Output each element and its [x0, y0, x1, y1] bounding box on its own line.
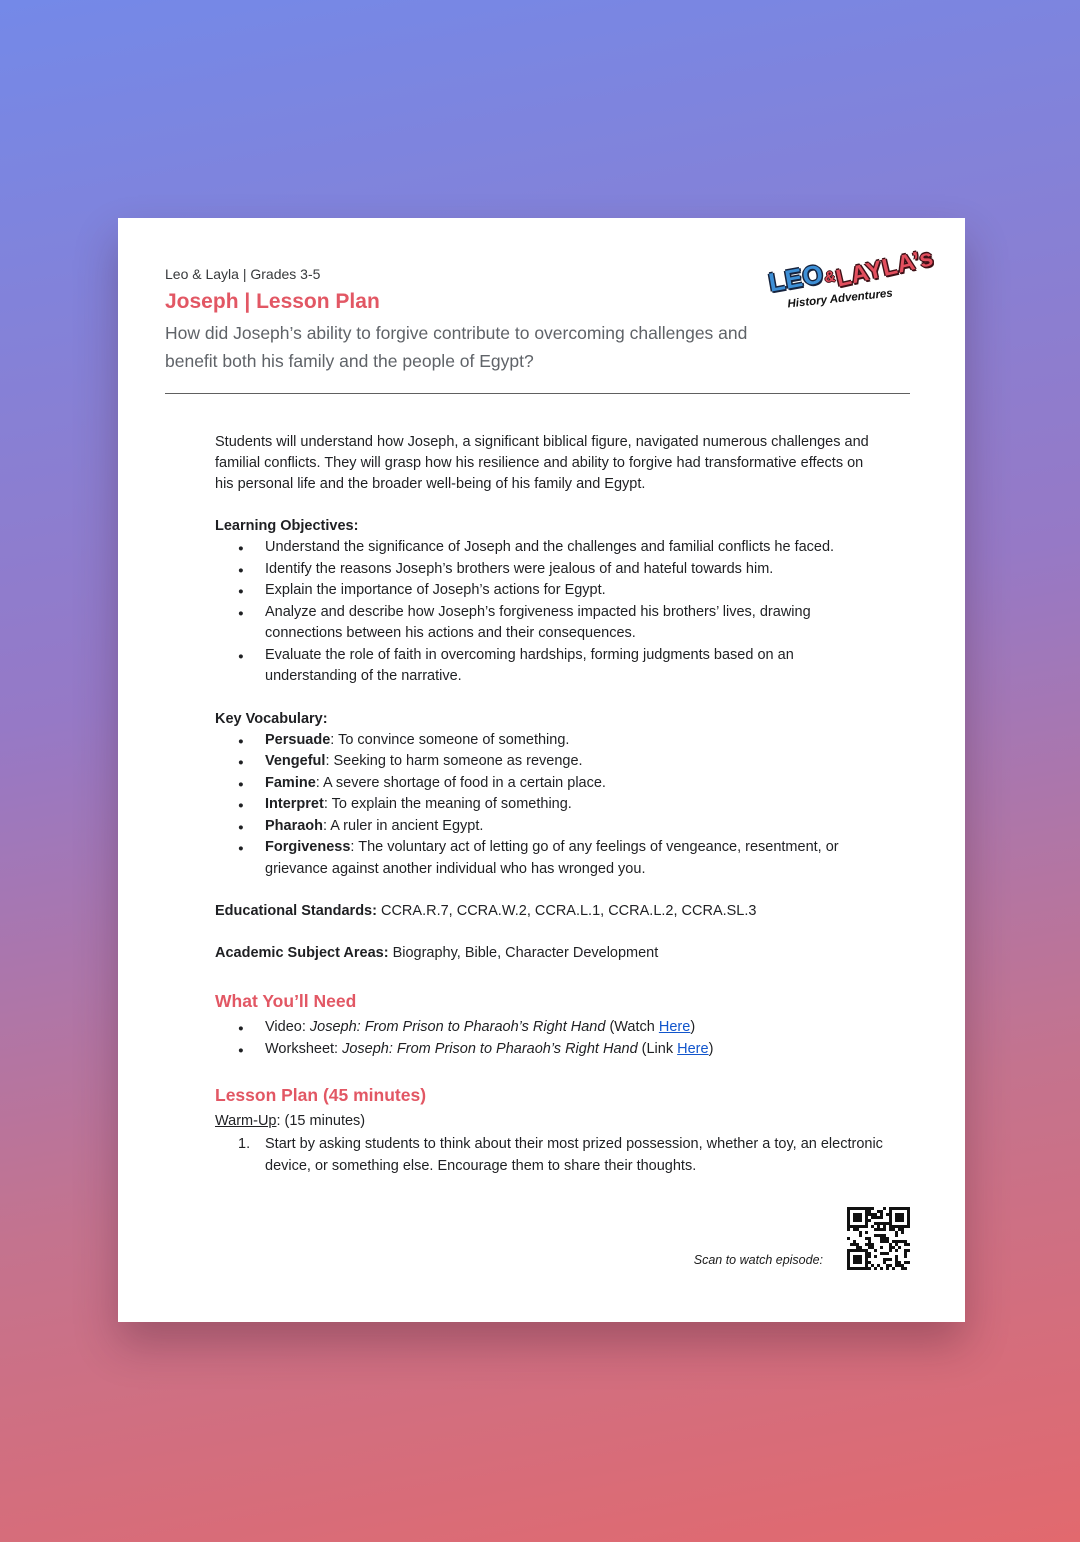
warmup-duration: : (15 minutes) [276, 1113, 366, 1129]
educational-standards-line [215, 901, 910, 922]
academic-subject-areas-label: Academic Subject Areas: [215, 945, 389, 961]
warmup-steps-list [215, 1134, 883, 1177]
vocabulary-term: Forgiveness [265, 839, 351, 855]
scan-caption: Scan to watch episode: [693, 1253, 823, 1267]
vocabulary-item: ● Vengeful: Seeking to harm someone as revenge. [265, 751, 883, 773]
vocabulary-term: Interpret [265, 796, 324, 812]
qr-code [847, 1207, 910, 1270]
academic-subject-areas-value: Biography, Bible, Character Development [392, 945, 659, 961]
document-page [118, 218, 965, 1322]
intro-paragraph: Students will understand how Joseph, a significant biblical figure, navigated numerous challenges and familial conflicts. They will grasp how his resilience and ability to forgive had transformative effects on his personal life and the broader well-being of his family and Egypt. [215, 434, 869, 492]
what-youll-need-heading: What You’ll Need [215, 991, 357, 1011]
material-item: ● Video: Joseph: From Prison to Pharaoh’s Right Hand (Watch Here) [265, 1017, 883, 1039]
document-header [165, 244, 937, 394]
qr-footer [694, 1207, 910, 1270]
material-item: ● Worksheet: Joseph: From Prison to Pharaoh’s Right Hand (Link Here) [265, 1039, 883, 1061]
learning-objectives-heading: Learning Objectives: [215, 518, 359, 534]
objective-item: ● Evaluate the role of faith in overcoming hardships, forming judgments based on an understanding of the narrative. [265, 645, 883, 688]
vocabulary-term: Pharaoh [265, 817, 324, 834]
warmup-line [215, 1111, 910, 1132]
vocabulary-term: Famine [265, 774, 316, 791]
essential-question: How did Joseph’s ability to forgive contribute to overcoming challenges and benefit both his family and the people of Egypt? [165, 323, 748, 371]
page-title: Joseph | Lesson Plan [165, 290, 380, 313]
academic-subject-areas-line [215, 943, 910, 964]
warmup-step: Start by asking students to think about their most prized possession, whether a toy, an electronic device, or something else. Encourage them to share their thoughts. [265, 1136, 883, 1174]
vocabulary-term: Vengeful [265, 753, 326, 769]
vocabulary-item: ● Forgiveness: The voluntary act of letting go of any feelings of vengeance, resentment, or grievance against another individual who has wronged you. [265, 837, 883, 880]
warmup-label: Warm-Up [215, 1113, 277, 1129]
document-body [215, 432, 910, 1177]
vocabulary-item: ● Persuade: To convince someone of something. [265, 730, 883, 752]
material-title: Joseph: From Prison to Pharaoh’s Right Hand [309, 1019, 606, 1035]
material-link[interactable]: Here [677, 1040, 709, 1057]
objective-item: ● Understand the significance of Joseph and the challenges and familial conflicts he faced. [265, 537, 883, 559]
educational-standards-label: Educational Standards: [215, 903, 377, 919]
materials-list [215, 1017, 883, 1060]
vocabulary-item: ● Pharaoh: A ruler in ancient Egypt. [265, 816, 883, 838]
logo-ampersand: & [823, 268, 837, 286]
logo-tagline: History Adventures [786, 287, 894, 311]
objective-item: ● Analyze and describe how Joseph’s forgiveness impacted his brothers’ lives, drawing connections between his actions and their consequences. [265, 602, 883, 645]
lesson-plan-heading: Lesson Plan (45 minutes) [215, 1085, 427, 1105]
material-title: Joseph: From Prison to Pharaoh’s Right Hand [342, 1040, 638, 1057]
objective-item: ● Identify the reasons Joseph’s brothers were jealous of and hateful towards him. [265, 559, 883, 581]
educational-standards-value: CCRA.R.7, CCRA.W.2, CCRA.L.1, CCRA.L.2, CCRA.SL.3 [380, 903, 757, 919]
key-vocabulary-heading: Key Vocabulary: [215, 710, 328, 727]
document-eyebrow: Leo & Layla | Grades 3-5 [165, 266, 321, 282]
material-link[interactable]: Here [658, 1019, 691, 1035]
vocabulary-item: ● Interpret: To explain the meaning of something. [265, 794, 883, 816]
key-vocabulary-list [215, 730, 883, 881]
vocabulary-item: ● Famine: A severe shortage of food in a certain place. [265, 773, 883, 795]
header-divider [165, 393, 910, 394]
logo-word-layla: LAYLA’s [833, 244, 937, 293]
objective-item: ● Explain the importance of Joseph’s actions for Egypt. [265, 580, 883, 602]
vocabulary-term: Persuade [265, 731, 331, 748]
learning-objectives-list [215, 537, 883, 688]
logo-word-leo: LEO [766, 258, 826, 298]
